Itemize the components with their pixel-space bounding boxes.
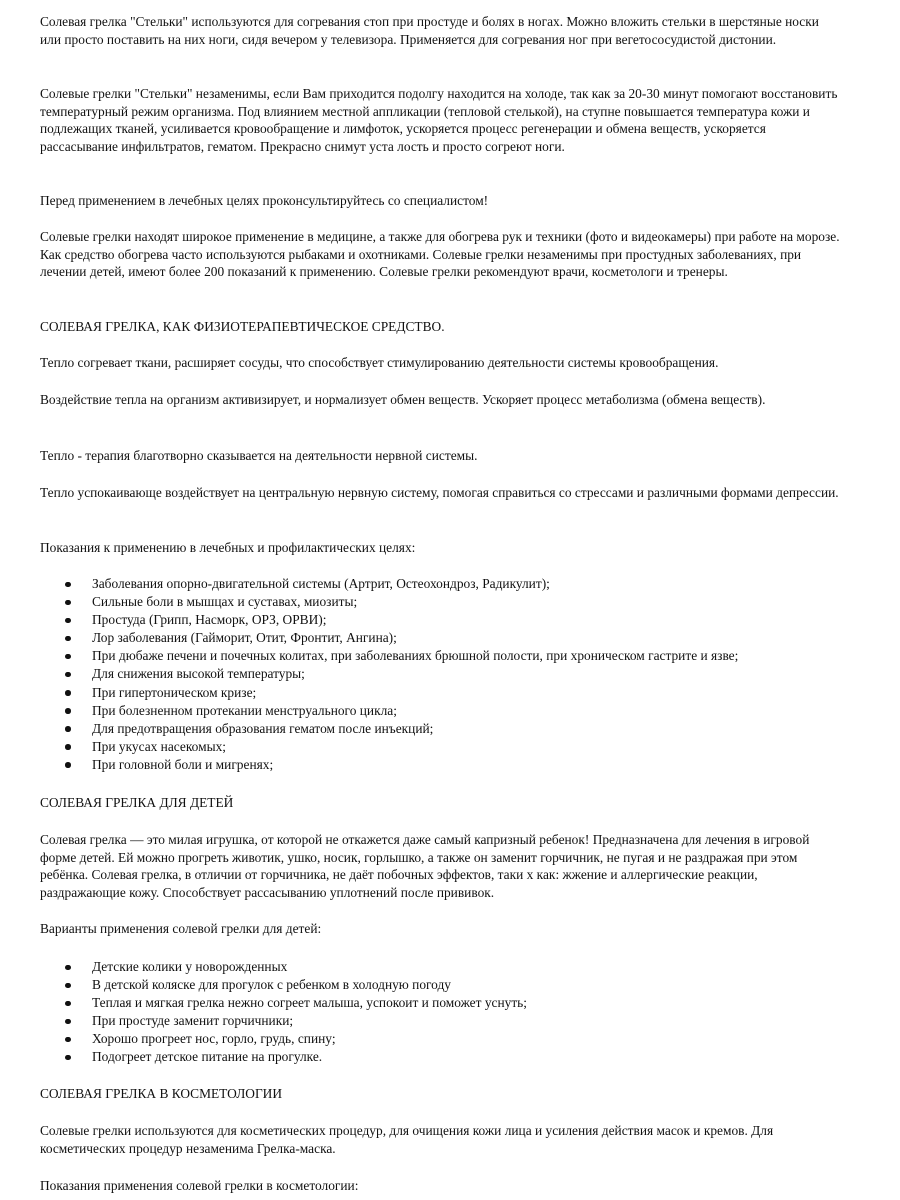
list-item: Подогреет детское питание на прогулке. — [40, 1048, 850, 1066]
list-item: Хорошо прогреет нос, горло, грудь, спину; — [40, 1030, 850, 1048]
list-item: При укусах насекомых; — [40, 738, 850, 756]
paragraph-insoles-benefits: Солевые грелки "Стельки" незаменимы, если Вам приходится подолгу находится на холоде, так как за 20-30 минут помогают восстановить температурный режим организма. Под влиянием местной аппликации (тепловой стелькой), на ступне повышается температура кожи и подлежащих тканей, усиливается кровообращение и лимфоток, ускоряется процесс регенерации и обмена веществ, ускоряется рассасывание инфильтратов, гематом. Прекрасно снимут уста лость и просто согреют ноги. — [40, 86, 838, 154]
paragraph-cosmetology-use: Солевые грелки используются для косметических процедур, для очищения кожи лица и усиления действия масок и кремов. Для косметических процедур незаменима Грелка-маска. — [40, 1123, 774, 1156]
paragraph-heat-metabolism: Воздействие тепла на организм активизирует, и нормализует обмен веществ. Ускоряет процесс метаболизма (обмена веществ). — [40, 392, 766, 407]
paragraph-children-toy: Солевая грелка — это милая игрушка, от которой не откажется даже самый капризный ребенок! Предназначена для лечения в игровой форме детей. Ей можно прогреть животик, ушко, носик, горлышко, а также он заменит горчичник, не пугая и не раздражая при этом ребёнка. Солевая грелка, в отличии от горчичника, не даёт побочных эффектов, таки х как: жжение и аллергические реакции, раздражающие кожу. Способствует рассасыванию уплотнений после прививок. — [40, 832, 810, 900]
list-item: Детские колики у новорожденных — [40, 958, 850, 976]
paragraph-wide-application: Солевые грелки находят широкое применение в медицине, а также для обогрева рук и техники (фото и видеокамеры) при работе на морозе. Как средство обогрева часто используются рыбаками и охотниками. Солевые грелки незаменимы при простудных заболеваниях, при лечении детей, имеют более 200 показаний к применению. Солевые грелки рекомендуют врачи, косметологи и тренеры. — [40, 229, 840, 279]
paragraph-heat-calming: Тепло успокаивающе воздействует на центральную нервную систему, помогая справиться со стрессами и различными формами депрессии. — [40, 485, 839, 500]
heading-physiotherapy: СОЛЕВАЯ ГРЕЛКА, КАК ФИЗИОТЕРАПЕВТИЧЕСКОЕ СРЕДСТВО. — [40, 319, 445, 334]
indications-list — [40, 575, 850, 774]
list-item: В детской коляске для прогулок с ребенком в холодную погоду — [40, 976, 850, 994]
list-item: При головной боли и мигренях; — [40, 756, 850, 774]
list-item: Теплая и мягкая грелка нежно согреет малыша, успокоит и поможет уснуть; — [40, 994, 850, 1012]
paragraph-heat-nervous: Тепло - терапия благотворно сказывается на деятельности нервной системы. — [40, 448, 478, 463]
list-item: При дюбаже печени и почечных колитах, при заболеваниях брюшной полости, при хроническом гастрите и язве; — [40, 647, 850, 665]
paragraph-insoles-intro: Солевая грелка "Стельки" используются для согревания стоп при простуде и болях в ногах. Можно вложить стельки в шерстяные носки или просто поставить на них ноги, сидя вечером у телевизора. Применяется для согревания ног при вегетососудистой дистонии. — [40, 14, 819, 47]
list-item: При простуде заменит горчичники; — [40, 1012, 850, 1030]
list-item: Простуда (Грипп, Насморк, ОРЗ, ОРВИ); — [40, 611, 850, 629]
list-item: При болезненном протекании менструального цикла; — [40, 702, 850, 720]
paragraph-children-variants-intro: Варианты применения солевой грелки для детей: — [40, 921, 322, 936]
paragraph-consult-warning: Перед применением в лечебных целях проконсультируйтесь со специалистом! — [40, 193, 489, 208]
list-item: Лор заболевания (Гайморит, Отит, Фронтит, Ангина); — [40, 629, 850, 647]
list-item: Заболевания опорно-двигательной системы (Артрит, Остеохондроз, Радикулит); — [40, 575, 850, 593]
children-list — [40, 958, 850, 1067]
heading-cosmetology: СОЛЕВАЯ ГРЕЛКА В КОСМЕТОЛОГИИ — [40, 1086, 283, 1101]
list-item: Сильные боли в мышцах и суставах, миозиты; — [40, 593, 850, 611]
paragraph-heat-vessels: Тепло согревает ткани, расширяет сосуды, что способствует стимулированию деятельности системы кровообращения. — [40, 355, 719, 370]
heading-children: СОЛЕВАЯ ГРЕЛКА ДЛЯ ДЕТЕЙ — [40, 795, 234, 810]
list-item: Для снижения высокой температуры; — [40, 665, 850, 683]
paragraph-cosmetology-indications: Показания применения солевой грелки в косметологии: — [40, 1178, 359, 1193]
list-item: Для предотвращения образования гематом после инъекций; — [40, 720, 850, 738]
paragraph-indications-intro: Показания к применению в лечебных и профилактических целях: — [40, 540, 416, 555]
list-item: При гипертоническом кризе; — [40, 684, 850, 702]
